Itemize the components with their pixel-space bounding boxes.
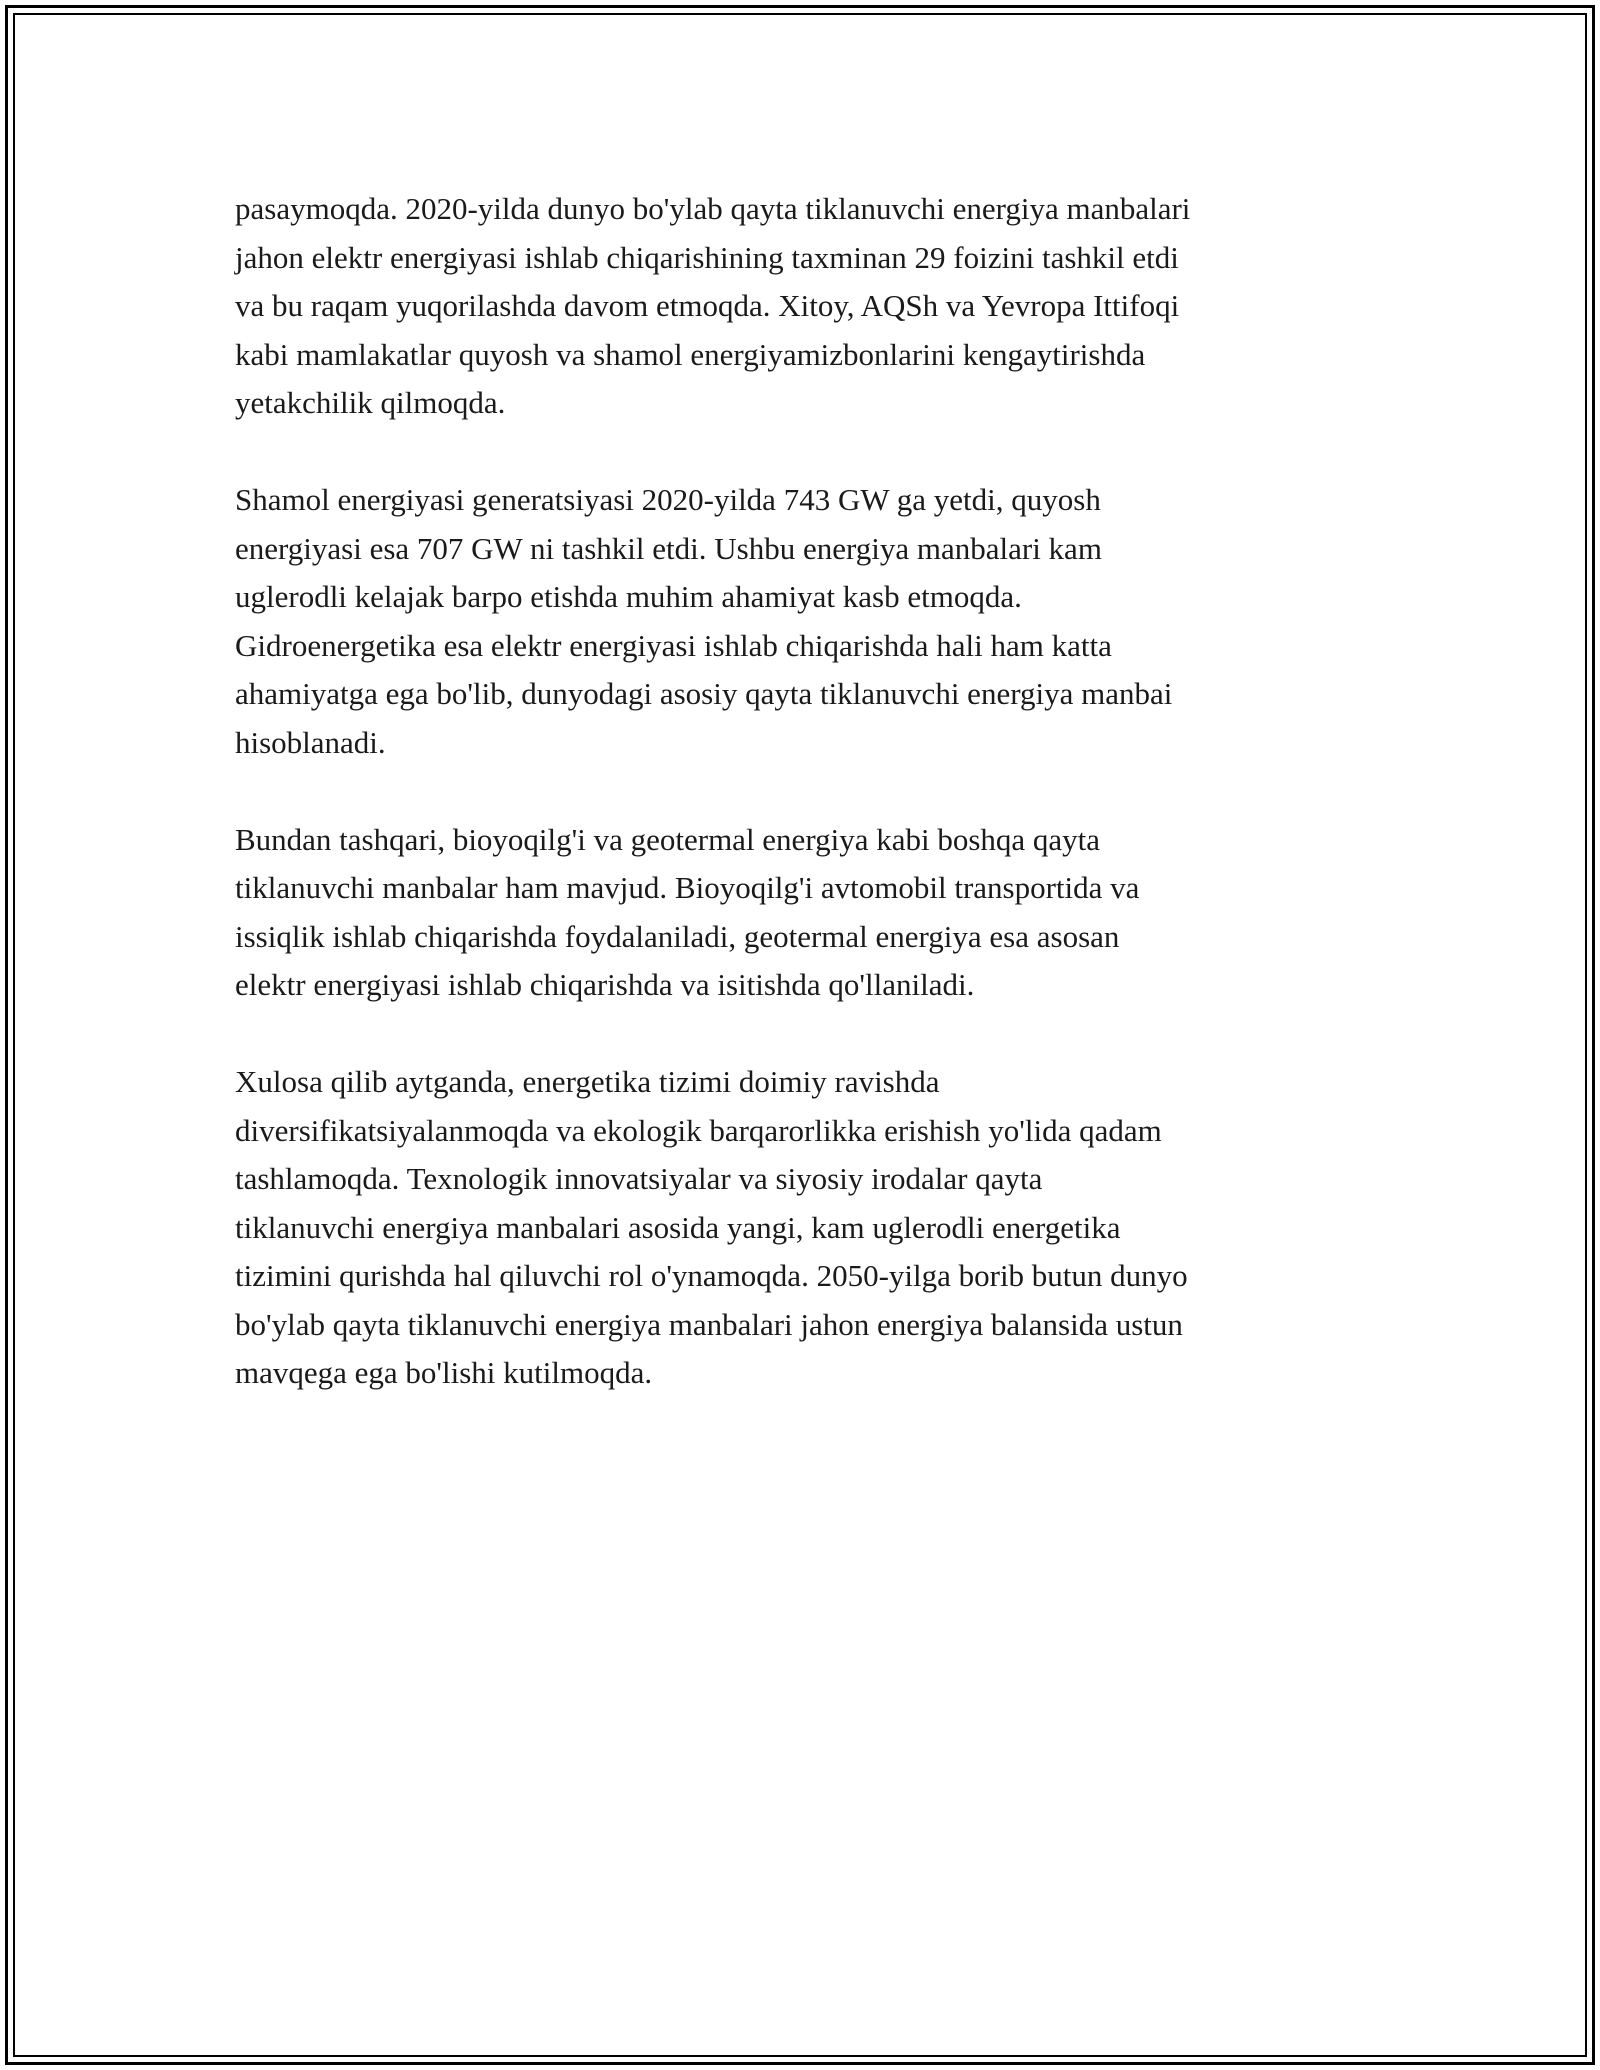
text-line: Shamol energiyasi generatsiyasi 2020-yilda 743 GW ga yetdi, quyosh [235,482,1101,517]
text-line: Bundan tashqari, bioyoqilg'i va geotermal energiya kabi boshqa qayta [235,821,1101,857]
text-line: issiqlik ishlab chiqarishda foydalaniladi, geotermal energiya esa asosan [235,918,1120,954]
text-line: Gidroenergetika esa elektr energiyasi ishlab chiqarishda hali ham katta [235,627,1112,663]
paragraph-wind-solar [235,476,1385,767]
paragraph-biofuel-geothermal [235,816,1385,1010]
text-line: jahon elektr energiyasi ishlab chiqarishining taxminan 29 foizini tashkil etdi [235,239,1179,275]
text-line: tizimini qurishda hal qiluvchi rol o'ynamoqda. 2050-yilga borib butun dunyo [235,1258,1188,1293]
text-line: elektr energiyasi ishlab chiqarishda va isitishda qo'llaniladi. [235,967,975,1002]
text-line: energiyasi esa 707 GW ni tashkil etdi. Ushbu energiya manbalari kam [235,530,1102,566]
text-line: yetakchilik qilmoqda. [235,385,506,420]
text-line: kabi mamlakatlar quyosh va shamol energiyamizbonlarini kengaytirishda [235,336,1146,372]
text-line: pasaymoqda. 2020-yilda dunyo bo'ylab qayta tiklanuvchi energiya manbalari [235,191,1191,226]
paragraph-renewables-share [235,185,1385,428]
text-line: va bu raqam yuqorilashda davom etmoqda. Xitoy, AQSh va Yevropa Ittifoqi [235,288,1180,323]
text-line: tiklanuvchi energiya manbalari asosida yangi, kam uglerodli energetika [235,1209,1121,1245]
text-line: tiklanuvchi manbalar ham mavjud. Bioyoqilg'i avtomobil transportida va [235,870,1140,905]
text-line: hisoblanadi. [235,724,386,760]
text-line: bo'ylab qayta tiklanuvchi energiya manbalari jahon energiya balansida ustun [235,1306,1183,1342]
text-line: tashlamoqda. Texnologik innovatsiyalar va siyosiy irodalar qayta [235,1161,1043,1196]
text-line: Xulosa qilib aytganda, energetika tizimi doimiy ravishda [235,1064,940,1099]
text-line: uglerodli kelajak barpo etishda muhim ahamiyat kasb etmoqda. [235,579,1022,614]
text-line: mavqega ega bo'lishi kutilmoqda. [235,1355,653,1390]
text-line: diversifikatsiyalanmoqda va ekologik barqarorlikka erishish yo'lida qadam [235,1112,1162,1148]
paragraph-conclusion [235,1058,1385,1398]
document-body [235,185,1385,1446]
text-line: ahamiyatga ega bo'lib, dunyodagi asosiy qayta tiklanuvchi energiya manbai [235,676,1173,711]
